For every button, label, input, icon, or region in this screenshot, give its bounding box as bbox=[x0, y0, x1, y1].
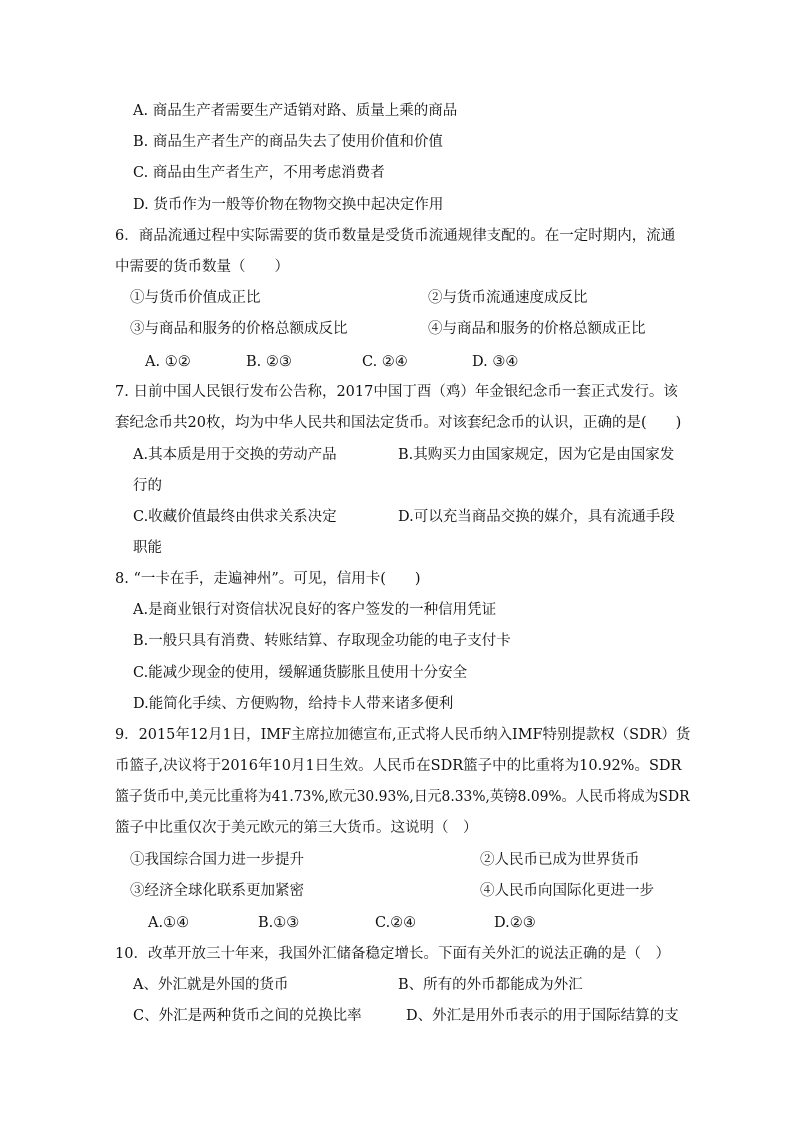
q9-item-2: ②人民币已成为世界货币 bbox=[480, 852, 640, 868]
q10-option-c: C、外汇是两种货币之间的兑换比率 bbox=[133, 1008, 362, 1024]
q6-answer-a: A. ①② bbox=[145, 354, 191, 370]
q5-option-d: D. 货币作为一般等价物在物物交换中起决定作用 bbox=[133, 197, 444, 213]
q10-option-b: B、所有的外币都能成为外汇 bbox=[398, 977, 583, 993]
q10-stem: 10．改革开放三十年来，我国外汇储备稳定增长。下面有关外汇的说法正确的是（ ） bbox=[115, 946, 670, 962]
q9-stem-line1: 9．2015年12月1日，IMF主席拉加德宣布,正式将人民币纳入IMF特别提款权（SDR）货 bbox=[115, 727, 691, 743]
q9-stem-line3: 篮子货币中,美元比重将为41.73%,欧元30.93%,日元8.33%,英镑8.09%。人民币将成为SDR bbox=[115, 789, 690, 805]
q8-option-b: B.一般只具有消费、转账结算、存取现金功能的电子支付卡 bbox=[133, 633, 511, 649]
q6-item-1: ①与货币价值成正比 bbox=[130, 290, 261, 306]
q7-option-d-line1: D.可以充当商品交换的媒介，具有流通手段 bbox=[398, 509, 675, 525]
q7-stem-line1: 7. 日前中国人民银行发布公告称，2017中国丁酉（鸡）年金银纪念币一套正式发行。该 bbox=[115, 384, 678, 400]
q8-option-a: A.是商业银行对资信状况良好的客户签发的一种信用凭证 bbox=[133, 602, 497, 618]
q6-item-2: ②与货币流通速度成反比 bbox=[428, 290, 588, 306]
q8-stem: 8. “一卡在手，走遍神州”。可见，信用卡( ) bbox=[115, 571, 421, 587]
q6-item-4: ④与商品和服务的价格总额成正比 bbox=[428, 321, 646, 337]
q8-option-c: C.能减少现金的使用，缓解通货膨胀且使用十分安全 bbox=[133, 665, 468, 681]
q9-answer-b: B.①③ bbox=[258, 915, 300, 931]
q9-item-3: ③经济全球化联系更加紧密 bbox=[130, 883, 304, 899]
q7-stem-line2: 套纪念币共20枚，均为中华人民共和国法定货币。对该套纪念币的认识，正确的是( ) bbox=[115, 415, 682, 431]
q9-item-4: ④人民币向国际化更进一步 bbox=[480, 883, 654, 899]
q5-option-c: C. 商品由生产者生产，不用考虑消费者 bbox=[133, 165, 385, 181]
q6-stem-line2: 中需要的货币数量（ ） bbox=[115, 259, 289, 275]
q9-stem-line4: 篮子中比重仅次于美元欧元的第三大货币。这说明（ ） bbox=[115, 820, 478, 836]
q7-option-c: C.收藏价值最终由供求关系决定 bbox=[133, 509, 337, 525]
q9-answer-a: A.①④ bbox=[148, 915, 190, 931]
q5-option-a: A. 商品生产者需要生产适销对路、质量上乘的商品 bbox=[133, 103, 458, 119]
q9-item-1: ①我国综合国力进一步提升 bbox=[130, 852, 304, 868]
q7-option-a: A.其本质是用于交换的劳动产品 bbox=[133, 447, 337, 463]
q6-answer-c: C. ②④ bbox=[362, 354, 408, 370]
q6-answer-b: B. ②③ bbox=[246, 354, 292, 370]
q10-option-a: A、外汇就是外国的货币 bbox=[133, 977, 289, 993]
q7-option-b-line1: B.其购买力由国家规定，因为它是由国家发 bbox=[398, 447, 675, 463]
q6-answer-d: D. ③④ bbox=[472, 354, 519, 370]
q7-option-b-line2: 行的 bbox=[133, 478, 162, 494]
q8-option-d: D.能简化手续、方便购物，给持卡人带来诸多便利 bbox=[133, 696, 454, 712]
q6-stem-line1: 6．商品流通过程中实际需要的货币数量是受货币流通规律支配的。在一定时期内，流通 bbox=[115, 228, 676, 244]
q9-answer-c: C.②④ bbox=[375, 915, 417, 931]
q5-option-b: B. 商品生产者生产的商品失去了使用价值和价值 bbox=[133, 134, 443, 150]
q9-answer-d: D.②③ bbox=[494, 915, 536, 931]
q9-stem-line2: 币篮子,决议将于2016年10月1日生效。人民币在SDR篮子中的比重将为10.92%。SDR bbox=[115, 758, 682, 774]
q7-option-d-line2: 职能 bbox=[133, 540, 162, 556]
q10-option-d: D、外汇是用外币表示的用于国际结算的支 bbox=[406, 1008, 679, 1024]
q6-item-3: ③与商品和服务的价格总额成反比 bbox=[130, 321, 348, 337]
